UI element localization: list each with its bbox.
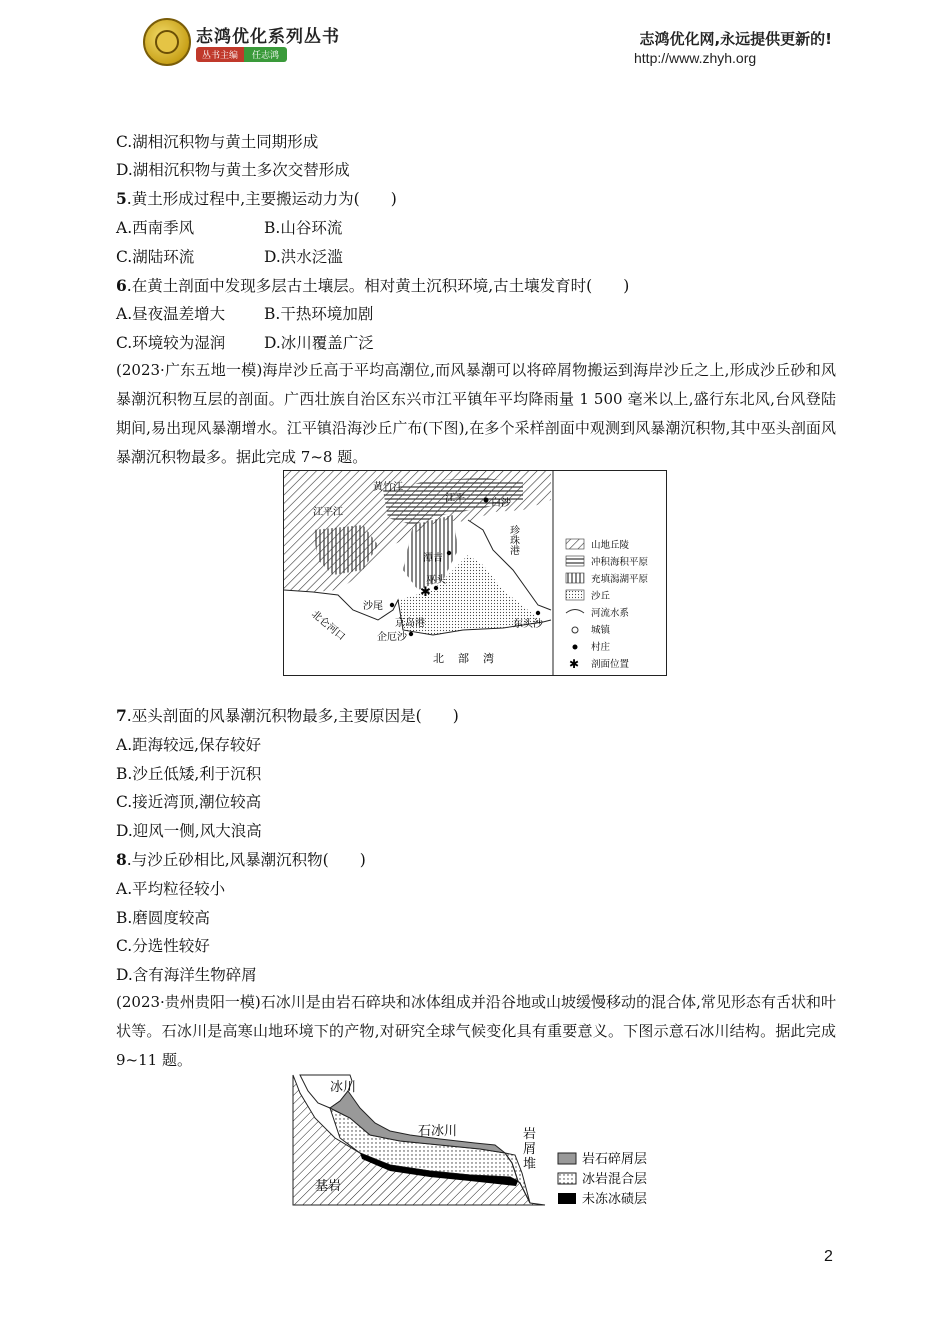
q6-number: 6 <box>116 276 127 295</box>
q5-options-row2 <box>116 247 343 267</box>
place-baisha: 白沙 <box>491 498 511 509</box>
q8-number: 8 <box>116 850 127 869</box>
q5-stem <box>116 189 397 209</box>
legend-debris: 岩石碎屑层 <box>582 1152 648 1167</box>
legend-profile-icon: ✱ <box>569 657 580 671</box>
place-beibu: 北部湾 <box>433 652 508 665</box>
q6-stem-text: .在黄土剖面中发现多层古土壤层。相对黄土沉积环境,古土壤发育时( ) <box>126 277 630 295</box>
legend-profile: 剖面位置 <box>591 659 630 670</box>
header-slogan: 志鸿优化网,永远提供更新的! <box>639 30 832 48</box>
q5-option-d: D.洪水泛滥 <box>264 248 343 266</box>
legend-dune: 沙丘 <box>591 591 611 602</box>
q6-option-a: A.昼夜温差增大 <box>116 305 226 323</box>
place-jiangping: 江平 <box>445 493 465 504</box>
q5-options-row1 <box>116 218 343 238</box>
river-label-top: 黄竹江 <box>373 482 403 493</box>
rock-glacier-diagram <box>290 1073 662 1208</box>
label-glacier: 冰川 <box>330 1080 357 1095</box>
q8-option-c: C.分选性较好 <box>116 937 210 955</box>
brand-subtitle <box>196 47 287 62</box>
q4-option-c: C.湖相沉积物与黄土同期形成 <box>116 133 319 151</box>
legend-lagoon: 充填潟湖平原 <box>591 574 649 585</box>
q7-stem-text: .巫头剖面的风暴潮沉积物最多,主要原因是( ) <box>126 707 459 725</box>
q6-option-b: B.干热环境加剧 <box>264 305 374 323</box>
coastal-dune-map <box>283 470 667 676</box>
q5-stem-text: .黄土形成过程中,主要搬运动力为( ) <box>126 190 397 208</box>
q7-number: 7 <box>116 706 127 725</box>
dongtousha-village-marker <box>536 611 540 615</box>
wutou-village-marker <box>434 586 438 590</box>
q5-number: 5 <box>116 189 127 208</box>
legend-mountain: 山地丘陵 <box>591 540 630 551</box>
label-talus-2: 屑 <box>523 1142 537 1157</box>
q7-option-b: B.沙丘低矮,利于沉积 <box>116 765 262 783</box>
legend-ice-rock: 冰岩混合层 <box>582 1172 648 1187</box>
legend-till: 未冻冰碛层 <box>582 1192 648 1207</box>
brand-sub-label: 丛书主编 <box>196 47 244 62</box>
q8-option-d: D.含有海洋生物碎屑 <box>116 966 257 984</box>
q7-option-a: A.距海较远,保存较好 <box>116 736 262 754</box>
q4-option-d: D.湖相沉积物与黄土多次交替形成 <box>116 161 350 179</box>
q6-stem <box>116 276 629 296</box>
place-dongtousha: 东头沙 <box>513 619 543 630</box>
header-url[interactable]: http://www.zhyh.org <box>634 50 757 66</box>
q6-options-row1 <box>116 304 374 324</box>
q7-stem <box>116 706 459 726</box>
glacier-legend <box>558 1151 647 1207</box>
q5-option-b: B.山谷环流 <box>264 219 343 237</box>
legend-debris-swatch <box>558 1153 576 1164</box>
place-qiwosha: 企厄沙 <box>377 632 407 643</box>
river-label-left: 江平江 <box>313 507 343 518</box>
legend-village: 村庄 <box>591 642 611 653</box>
legend-ice-rock-swatch <box>558 1173 576 1184</box>
place-beilun: 北仑河口 <box>309 608 347 644</box>
place-wutou: 巫头 <box>426 575 446 586</box>
label-bedrock: 基岩 <box>315 1179 342 1194</box>
profile-location-marker: ✱ <box>420 585 431 600</box>
q5-option-c: C.湖陆环流 <box>116 248 195 266</box>
place-tanji: 潭吉 <box>423 553 443 564</box>
publisher-logo <box>143 18 191 66</box>
shawei-village-marker <box>390 603 394 607</box>
q6-option-c: C.环境较为湿润 <box>116 334 226 352</box>
page-header <box>0 0 950 80</box>
brand-title: 志鸿优化系列丛书 <box>196 27 340 47</box>
label-talus-1: 岩 <box>523 1127 537 1142</box>
legend-till-swatch <box>558 1193 576 1204</box>
q7-option-c: C.接近湾顶,潮位较高 <box>116 793 262 811</box>
baisha-village-marker <box>484 498 489 503</box>
qiwosha-village-marker <box>409 632 413 636</box>
place-zhenzhu: 珍珠港 <box>507 525 519 555</box>
q8-stem <box>116 850 366 870</box>
place-jingdao: 京岛港 <box>395 618 425 629</box>
q8-option-a: A.平均粒径较小 <box>116 880 226 898</box>
q8-stem-text: .与沙丘砂相比,风暴潮沉积物( ) <box>126 851 366 869</box>
q6-option-d: D.冰川覆盖广泛 <box>264 334 374 352</box>
passage-q9-11: (2023·贵州贵阳一模)石冰川是由岩石碎块和冰体组成并沿谷地或山坡缓慢移动的混合体,常见形态有舌状和叶状等。石冰川是高寒山地环境下的产物,对研究全球气候变化具有重要意义。下图示意石冰川结构。据此完成 9~11 题。 <box>116 993 836 1069</box>
label-rock-glacier: 石冰川 <box>418 1124 458 1139</box>
legend-river: 河流水系 <box>591 608 630 619</box>
passage-q7-8: (2023·广东五地一模)海岸沙丘高于平均高潮位,而风暴潮可以将碎屑物搬运到海岸沙丘之上,形成沙丘砂和风暴潮沉积物互层的剖面。广西壮族自治区东兴市江平镇年平均降雨量 1 500 毫米以上,盛行东北风,台风登陆期间,易出现风暴潮增水。江平镇沿海沙丘广布(下图),在多个采样剖面中观测到风暴潮沉积物,其中巫头剖面风暴潮沉积物最多。据此完成 7~8 题。 <box>116 361 836 466</box>
brand-sub-name: 任志鸿 <box>244 47 287 62</box>
page-number: 2 <box>824 1248 833 1265</box>
place-shawei: 沙尾 <box>363 601 383 612</box>
tanji-village-marker <box>447 551 451 555</box>
q7-option-d: D.迎风一侧,风大浪高 <box>116 822 262 840</box>
q6-options-row2 <box>116 333 374 353</box>
legend-town: 城镇 <box>591 625 611 636</box>
q8-option-b: B.磨圆度较高 <box>116 909 210 927</box>
label-talus-3: 堆 <box>523 1157 537 1172</box>
legend-alluvial: 冲积海积平原 <box>591 557 649 568</box>
q5-option-a: A.西南季风 <box>116 219 195 237</box>
